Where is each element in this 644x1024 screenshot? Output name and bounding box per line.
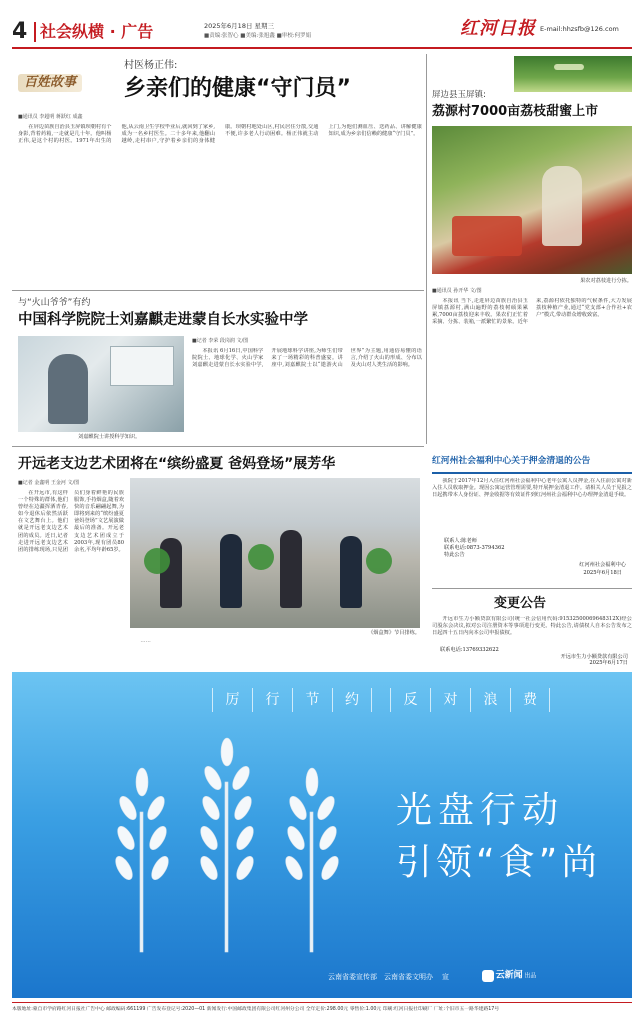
page-header — [12, 18, 632, 46]
column-tag-text: 百姓故事 — [24, 75, 77, 90]
header-rule — [12, 47, 632, 49]
ad-footer-3: 宣 — [442, 973, 449, 981]
slogan-char: 对 — [430, 688, 470, 712]
article3-kicker: 与“火山爷爷”有约 — [18, 298, 91, 308]
wheat-stalk-center — [197, 738, 256, 952]
clean-plate-ad — [12, 672, 632, 998]
article1-credit: ■通讯员 李超明 蒋跃红 成鑫 — [18, 114, 83, 120]
article2-photo-caption: 果农对荔枝进行分拣。 — [580, 278, 632, 284]
article3-paragraph: 本报讯 6月16日,中国科学院院士、地球化学、火山学家刘嘉麒走进蒙自长水实验中学,开展地球科学讲座,为师生们带来了一场精彩的科普盛宴。讲座中,刘嘉麒院士以“遨游火山世界”为主题,用通俗易懂的语言,介绍了火山的形成、分布以及火山对人类生活的影响。 — [192, 348, 422, 369]
change-notice-body — [432, 616, 632, 646]
issue-date: 2025年6月18日 星期三 — [204, 22, 275, 30]
article4-title: 开远老支边艺术团将在“缤纷盛夏 爸妈登场”展芳华 — [18, 456, 336, 472]
article4-body-right — [130, 638, 420, 658]
masthead-logo: 红河日报 — [460, 18, 536, 39]
contact-email: E-mail:hhzsfb@126.com — [540, 25, 619, 33]
dancer-icon-1 — [160, 538, 182, 608]
ad-footer-1: 云南省委宣传部 — [328, 973, 377, 981]
article4-paragraph: 在开远市,有这样一个特殊的群体,他们曾经在边疆挥洒青春,如今退休后依然活跃在文艺舞台上。他们就是开远老支边艺术团的成员。近日,记者走进开远老支边艺术团的排练现场,只见团员们身着鲜艳的民族服饰,手持烟盒,随着欢快的音乐翩翩起舞,为即将到来的“缤纷盛夏 爸妈登场”文艺展演做最后的准备。开远老支边艺术团成立于2003年,现有团员80余名,平均年龄65岁。 — [18, 490, 124, 553]
notice-welfare-center — [432, 452, 632, 582]
change-notice-paragraph: 开远市生力小额贷款有限公司(统一社会信用代码:91532500069648312X)经公司股东会决议,拟对公司注册资本等事项进行变更。特此公告,请债权人自本公告发布之日起四十五日内向本公司申报债权。 — [432, 616, 632, 637]
farmer-icon — [542, 166, 582, 246]
slogan-char: 约 — [332, 688, 372, 712]
yunnews-logo-text: 云新闻 — [495, 970, 523, 981]
ad-headline-1: 光盘行动 — [396, 790, 565, 831]
lychee-sorting-photo — [432, 126, 632, 274]
article2-body — [432, 298, 632, 440]
change-notice-contact: 联系电话:13769332622 — [440, 647, 499, 653]
dance-rehearsal-photo — [130, 478, 420, 628]
fan-icon-2 — [248, 544, 274, 570]
wheat-stalk-right — [282, 768, 341, 952]
editors-line: ■责编:张智心 ■美编:张旭鑫 ■审校:何罗娟 — [204, 33, 312, 39]
slogan-char: 行 — [252, 688, 292, 712]
change-notice — [432, 592, 632, 666]
wheat-ornament-icon — [72, 712, 382, 962]
section-title: 社会纵横 · 广告 — [40, 22, 154, 41]
dancer-icon-2 — [220, 534, 242, 608]
page-footer: 本版地址:蒙自市学府路红河日报社广告中心 邮政编码:661199 广告发布登记号:2020—01 新闻发行:中国邮政集团有限公司红河州分公司 全年定价:298.00元 零售价:1.00元 印刷:红河日报社印刷厂 厂址:个旧市五一路华建路17号 — [12, 1007, 500, 1012]
slogan-char: 费 — [510, 688, 550, 712]
ad-slogan-row — [212, 688, 592, 712]
fan-icon-3 — [366, 548, 392, 574]
article3-body — [192, 348, 422, 440]
lychee-crate-icon — [452, 216, 522, 256]
notice-closing: 特此公告 — [444, 552, 465, 558]
slogan-char: 节 — [292, 688, 332, 712]
article2-kicker: 屏边县玉屏镇: — [432, 90, 486, 100]
notice-body — [432, 478, 632, 534]
fan-icon-1 — [144, 548, 170, 574]
article-academician-visit — [12, 294, 424, 444]
article3-photo-caption: 刘嘉麒院士讲授科学知识。 — [78, 434, 141, 440]
ad-headline-2: 引领“食”尚 — [396, 842, 602, 883]
notice-signature: 红河州社会福利中心 — [579, 562, 626, 568]
article3-title: 中国科学院院士刘嘉麒走进蒙自长水实验中学 — [18, 312, 308, 328]
article1-body — [18, 124, 422, 284]
article1-paragraph: 在屏边苗族自治县玉屏镇坝朝村有个身影,背着药箱,一走就是几十年。他叫杨正伟,是这个村的村医。1971年出生的他,从云南卫生学校毕业后,就回到了家乡,成为一名乡村医生。二十多年来,他翻山越岭,走村串户,守护着乡亲们的身体健康。坝朝村地处山区,村民居住分散,交通不便,许多老人行动困难。杨正伟就主动上门,为他们测血压、送药品、讲解健康知识,成为乡亲们信赖的健康“守门员”。 — [18, 124, 422, 145]
slogan-char: 厉 — [212, 688, 252, 712]
article4-credit: ■记者 金鑫明 王金河 文/图 — [18, 480, 80, 486]
screen-icon — [110, 346, 174, 386]
wheat-stalk-left — [112, 768, 171, 952]
column-tag-baixing-gushi — [18, 68, 84, 96]
notice-paragraph: 我院于2017年12月入住红河州社会福利中心老年公寓人员押金,在入住前公寓对新入住人员收取押金。现因公寓运营管理需要,特开展押金清退工作。请相关人员于见报之日起携带本人身份证、押金收据等有效证件到红河州社会福利中心办理押金清退手续。 — [432, 478, 632, 499]
notice-contact-person: 联系人:陈老师 — [444, 538, 477, 544]
change-notice-date: 2025年6月17日 — [589, 660, 628, 666]
slogan-char: 浪 — [470, 688, 510, 712]
article2-title: 荔源村7000亩荔枝甜蜜上市 — [432, 104, 599, 119]
yunnews-logo-icon — [482, 970, 494, 982]
notice-title: 红河州社会福利中心关于押金清退的公告 — [432, 456, 591, 466]
article4-body-left — [18, 490, 124, 656]
leaf-icon — [554, 64, 584, 70]
notice-contact-phone: 联系电话:0873-3794362 — [444, 545, 505, 551]
dancer-icon-3 — [280, 530, 302, 608]
yunnews-logo-sub: 出品 — [524, 972, 537, 980]
article4-continued: …… — [140, 638, 151, 644]
lychee-photo-top — [514, 56, 632, 92]
academician-photo — [18, 336, 184, 432]
change-notice-signature: 开远市生力小额贷款有限公司 — [560, 654, 628, 660]
article3-credit: ■记者 李荣 段岗润 文/图 — [192, 338, 249, 344]
article1-kicker: 村医杨正伟: — [124, 60, 178, 71]
article-art-troupe — [12, 450, 424, 660]
article-village-doctor — [12, 54, 424, 288]
page-number: 4 — [12, 19, 28, 44]
dancer-icon-4 — [340, 536, 362, 608]
person-icon — [48, 354, 88, 424]
article2-credit: ■通讯员 孙开华 文/图 — [432, 288, 482, 294]
article2-paragraph: 本报讯 当下,走进屏边苗族自治县玉屏镇荔源村,满山遍野的荔枝树硕果累累,7000亩荔枝迎来丰收。果农们正忙着采摘、分拣、装箱,一派繁忙的景象。近年来,荔源村依托独特的气候条件,大力发展荔枝种植产业,通过“党支部+合作社+农户”模式,带动群众增收致富。 — [432, 298, 632, 326]
notice-date: 2025年6月18日 — [583, 570, 622, 576]
yunnews-logo — [482, 970, 536, 982]
article-lychee-harvest — [432, 54, 632, 444]
article1-title: 乡亲们的健康“守门员” — [124, 76, 351, 101]
slogan-char: 反 — [390, 688, 430, 712]
ad-footer-2: 云南省委文明办 — [384, 973, 433, 981]
article4-photo-caption: 《烟盒舞》节目排练。 — [368, 630, 420, 636]
change-notice-title: 变更公告 — [494, 596, 547, 611]
